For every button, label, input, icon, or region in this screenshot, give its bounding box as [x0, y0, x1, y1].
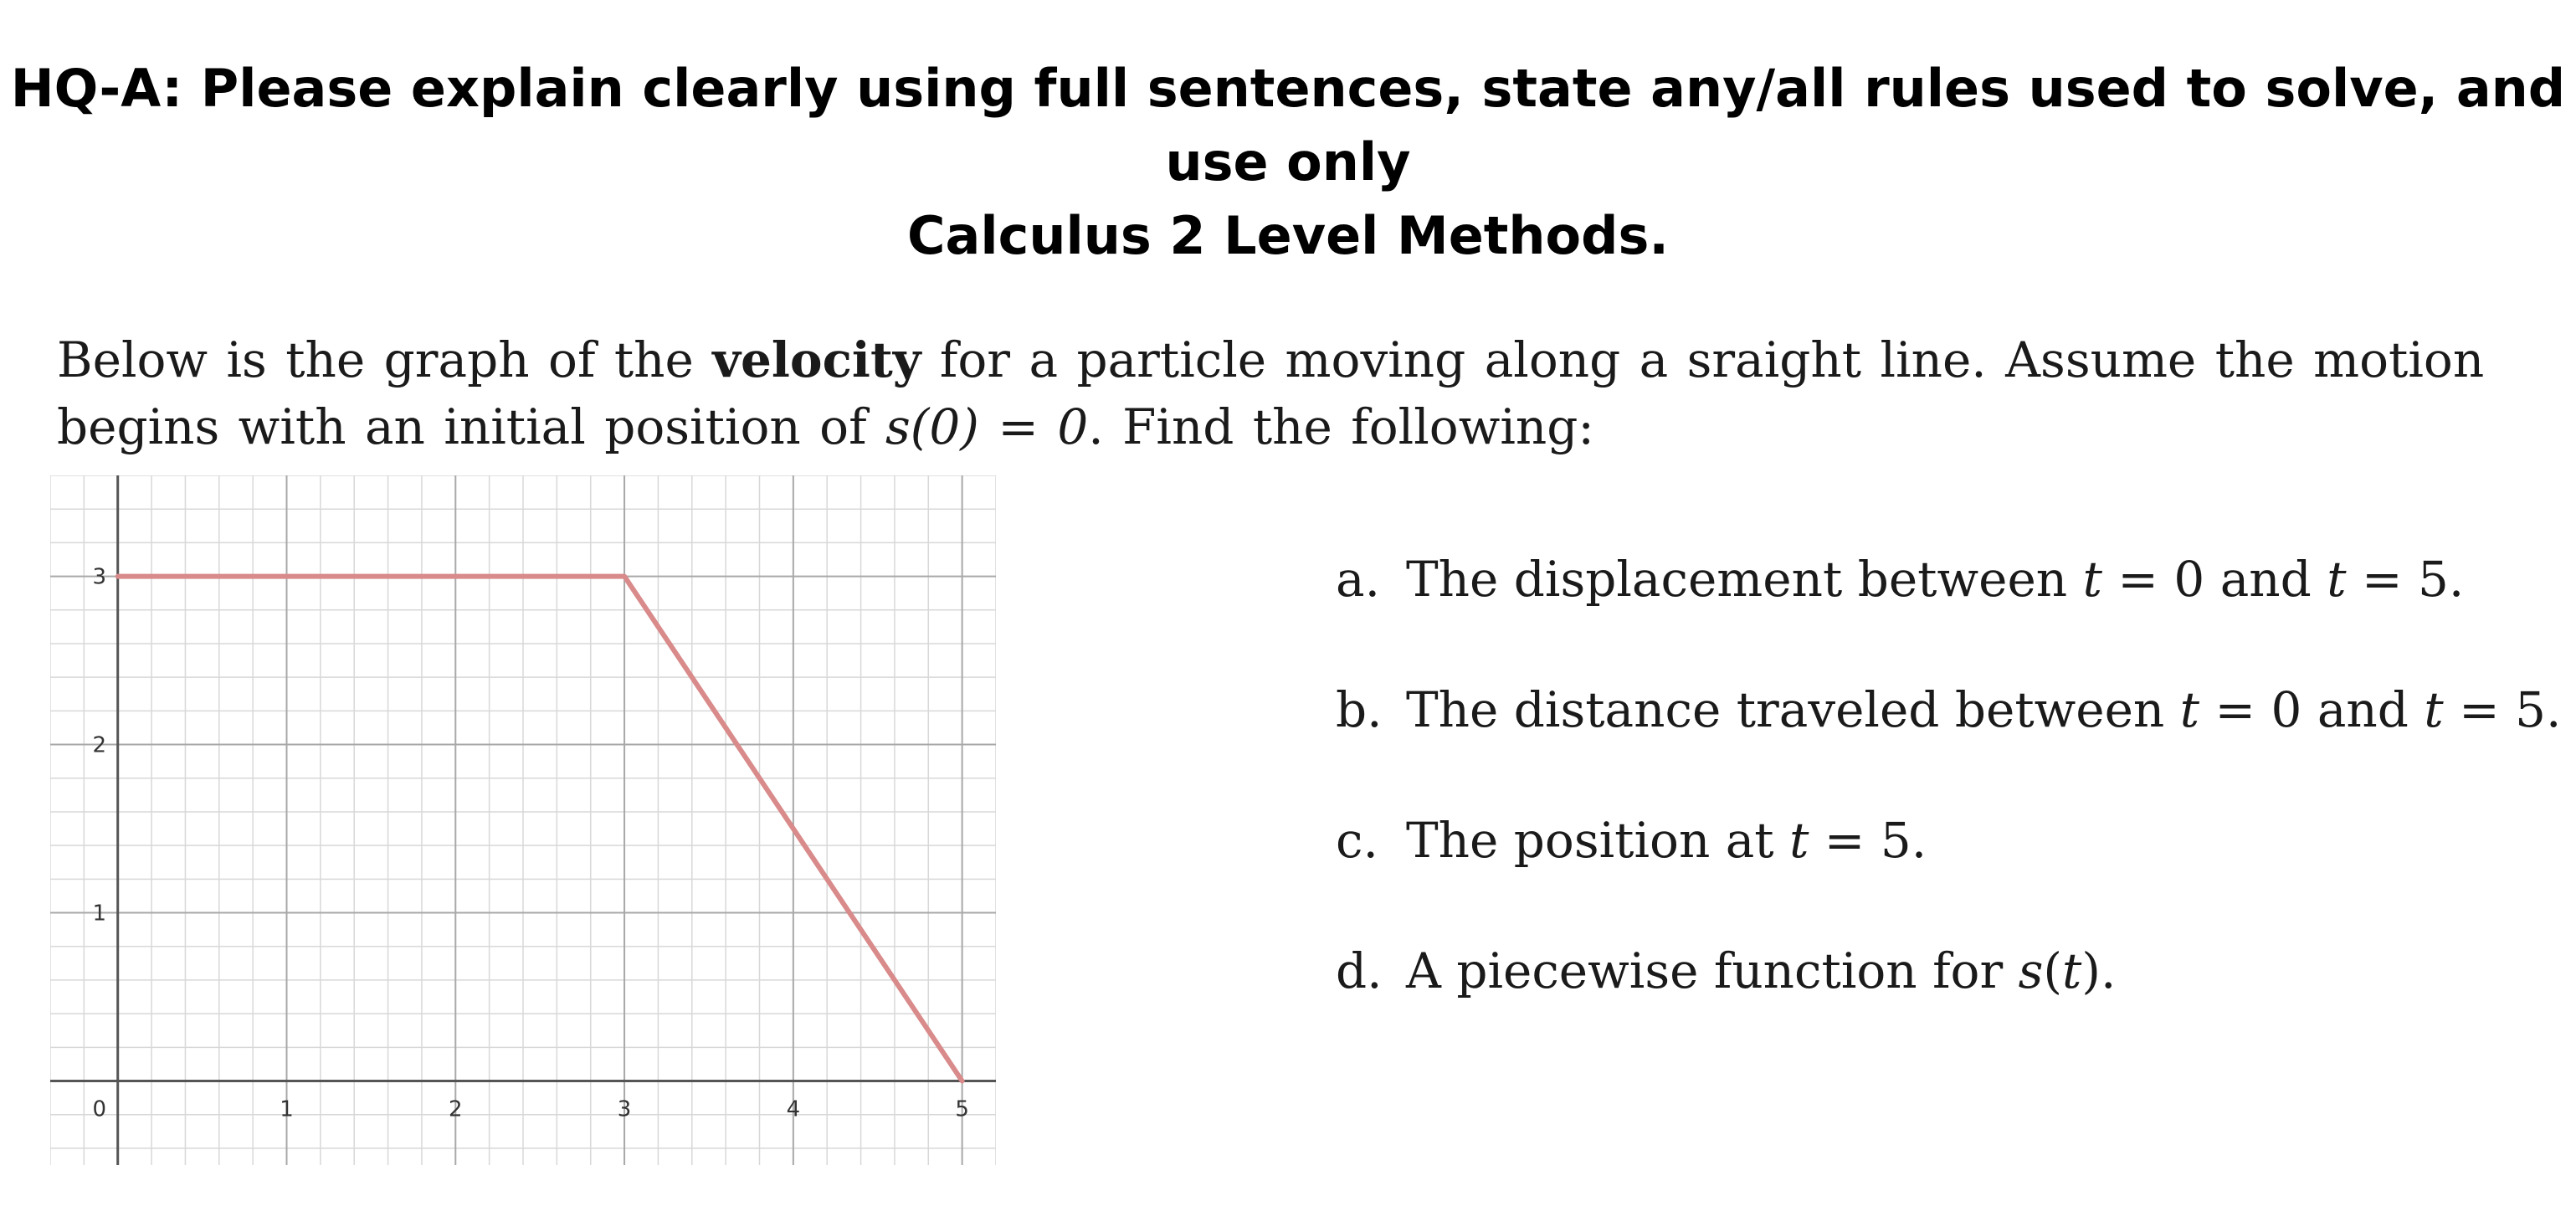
minor-gridlines	[50, 475, 996, 1165]
question-text: The displacement between	[1406, 551, 2083, 608]
velocity-line	[118, 577, 962, 1081]
problem-heading	[0, 52, 2576, 273]
problem-statement	[57, 326, 2517, 460]
math-variable: t	[2424, 681, 2444, 738]
tick-labels	[92, 565, 968, 1122]
question-text: = 0 and	[2199, 681, 2425, 738]
question-b	[1336, 681, 2561, 812]
question-text: = 5.	[2443, 681, 2562, 738]
velocity-series	[118, 577, 962, 1081]
question-text: = 5.	[1809, 812, 1927, 869]
math-variable: s	[2018, 942, 2044, 999]
math-variable: t	[2179, 681, 2200, 738]
question-d	[1336, 942, 2561, 1073]
heading-line-2: Calculus 2 Level Methods.	[907, 205, 1669, 266]
x-tick-label: 2	[449, 1096, 463, 1122]
question-label: c.	[1336, 812, 1378, 869]
question-text: The distance traveled between	[1406, 681, 2180, 738]
question-a	[1336, 551, 2561, 681]
question-list	[1336, 551, 2561, 1073]
x-tick-label: 1	[280, 1096, 294, 1122]
y-tick-label: 3	[92, 564, 106, 590]
x-tick-label: 5	[955, 1096, 969, 1122]
math-variable: t	[1789, 812, 1809, 869]
y-tick-label: 1	[92, 901, 106, 927]
y-tick-label: 2	[92, 732, 106, 758]
intro-text-3: . Find the following:	[1088, 398, 1594, 455]
question-text: (	[2043, 942, 2063, 999]
question-label: d.	[1336, 942, 1383, 999]
x-tick-label: 3	[617, 1096, 632, 1122]
x-tick-label: 0	[92, 1096, 106, 1122]
question-text: The position at	[1406, 812, 1790, 869]
intro-text-2: for a particle moving along a sraight line. Assume the motion begins with an initial position of	[57, 331, 2485, 455]
intro-initial-condition: s(0) = 0	[885, 398, 1089, 455]
question-text: = 0 and	[2101, 551, 2327, 608]
question-text: A piecewise function for	[1406, 942, 2019, 999]
math-variable: t	[2327, 551, 2347, 608]
math-variable: t	[2062, 942, 2082, 999]
question-text: = 5.	[2346, 551, 2465, 608]
intro-text-1: Below is the graph of the	[57, 331, 713, 388]
question-label: a.	[1336, 551, 1381, 608]
question-label: b.	[1336, 681, 1383, 738]
heading-line-1: HQ-A: Please explain clearly using full sentences, state any/all rules used to solve, and use only	[10, 58, 2566, 193]
velocity-graph	[50, 475, 996, 1165]
question-c	[1336, 812, 2561, 942]
question-text: ).	[2081, 942, 2117, 999]
intro-velocity-word: velocity	[712, 331, 921, 388]
math-variable: t	[2082, 551, 2102, 608]
x-tick-label: 4	[786, 1096, 801, 1122]
